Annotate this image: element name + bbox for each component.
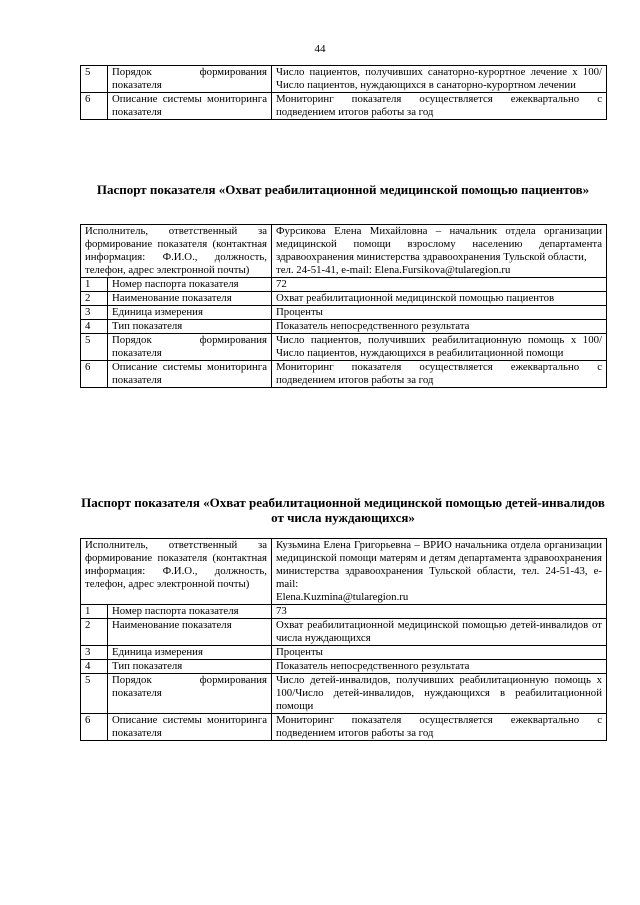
executor-description: Фурсикова Елена Михайловна – начальник отдела организации медицинской помощи взрослому населению департамента здравоохранения министерства здравоохранения Тульской области, [276,225,602,263]
row-label: Номер паспорта показателя [108,278,272,292]
row-value: Показатель непосредственного результата [272,320,607,334]
row-value: Проценты [272,646,607,660]
table-row [81,619,607,646]
row-label: Тип показателя [108,660,272,674]
row-value: Проценты [272,306,607,320]
row-label: Порядок формирования показателя [108,66,272,93]
executor-contacts: тел. 24-51-41, e-mail: Elena.Fursikova@tularegion.ru [276,264,511,276]
row-value: Число пациентов, получивших санаторно-курортное лечение х 100/Число пациентов, нуждающихся в санаторно-курортном лечении [272,66,607,93]
executor-label: Исполнитель, ответственный за формирование показателя (контактная информация: Ф.И.О., должность, телефон, адрес электронной почты) [81,539,272,605]
executor-value [272,539,607,605]
table-row [81,93,607,120]
row-value: Показатель непосредственного результата [272,660,607,674]
row-number: 1 [81,605,108,619]
row-number: 2 [81,292,108,306]
table-row [81,66,607,93]
executor-label: Исполнитель, ответственный за формирование показателя (контактная информация: Ф.И.О., должность, телефон, адрес электронной почты) [81,225,272,278]
row-number: 5 [81,66,108,93]
row-label: Тип показателя [108,320,272,334]
table-row [81,292,607,306]
row-number: 4 [81,660,108,674]
row-label: Описание системы мониторинга показателя [108,361,272,388]
row-number: 6 [81,714,108,741]
table-row [81,361,607,388]
row-number: 3 [81,646,108,660]
passport-2-table [80,538,607,741]
row-label: Порядок формирования показателя [108,334,272,361]
table-row-executor [81,539,607,605]
table-row [81,278,607,292]
row-number: 2 [81,619,108,646]
passport-1-title: Паспорт показателя «Охват реабилитационной медицинской помощью пациентов» [96,182,590,197]
row-value: Охват реабилитационной медицинской помощью детей-инвалидов от числа нуждающихся [272,619,607,646]
executor-contacts: Elena.Kuzmina@tularegion.ru [276,591,409,603]
row-value: 73 [272,605,607,619]
row-label: Номер паспорта показателя [108,605,272,619]
row-label: Описание системы мониторинга показателя [108,714,272,741]
row-number: 6 [81,361,108,388]
table-row [81,646,607,660]
row-number: 1 [81,278,108,292]
row-number: 5 [81,674,108,714]
passport-1-table [80,224,607,388]
executor-description: Кузьмина Елена Григорьевна – ВРИО начальника отдела организации медицинской помощи матерям и детям департамента здравоохранения министерства здравоохранения Тульской области, тел. 24-51-43, e-mail: [276,539,602,590]
table-row [81,334,607,361]
passport-2-title: Паспорт показателя «Охват реабилитационной медицинской помощью детей-инвалидов от числа нуждающихся» [81,495,605,525]
table-row [81,674,607,714]
row-label: Описание системы мониторинга показателя [108,93,272,120]
row-number: 3 [81,306,108,320]
row-number: 6 [81,93,108,120]
row-label: Наименование показателя [108,619,272,646]
row-number: 5 [81,334,108,361]
table-row [81,714,607,741]
row-value: 72 [272,278,607,292]
table-row [81,660,607,674]
row-number: 4 [81,320,108,334]
row-label: Единица измерения [108,646,272,660]
table-row [81,306,607,320]
table-row [81,320,607,334]
row-value: Мониторинг показателя осуществляется ежеквартально с подведением итогов работы за год [272,93,607,120]
row-value: Мониторинг показателя осуществляется ежеквартально с подведением итогов работы за год [272,714,607,741]
table-row-executor [81,225,607,278]
executor-value [272,225,607,278]
page-number: 44 [314,43,326,55]
row-label: Единица измерения [108,306,272,320]
row-value: Мониторинг показателя осуществляется ежеквартально с подведением итогов работы за год [272,361,607,388]
row-value: Число детей-инвалидов, получивших реабилитационную помощь х 100/Число детей-инвалидов, нуждающихся в реабилитационной помощи [272,674,607,714]
row-value: Охват реабилитационной медицинской помощью пациентов [272,292,607,306]
table-row [81,605,607,619]
row-label: Наименование показателя [108,292,272,306]
row-value: Число пациентов, получивших реабилитационную помощь х 100/Число пациентов, нуждающихся в реабилитационной помощи [272,334,607,361]
table-continuation [80,65,607,120]
row-label: Порядок формирования показателя [108,674,272,714]
